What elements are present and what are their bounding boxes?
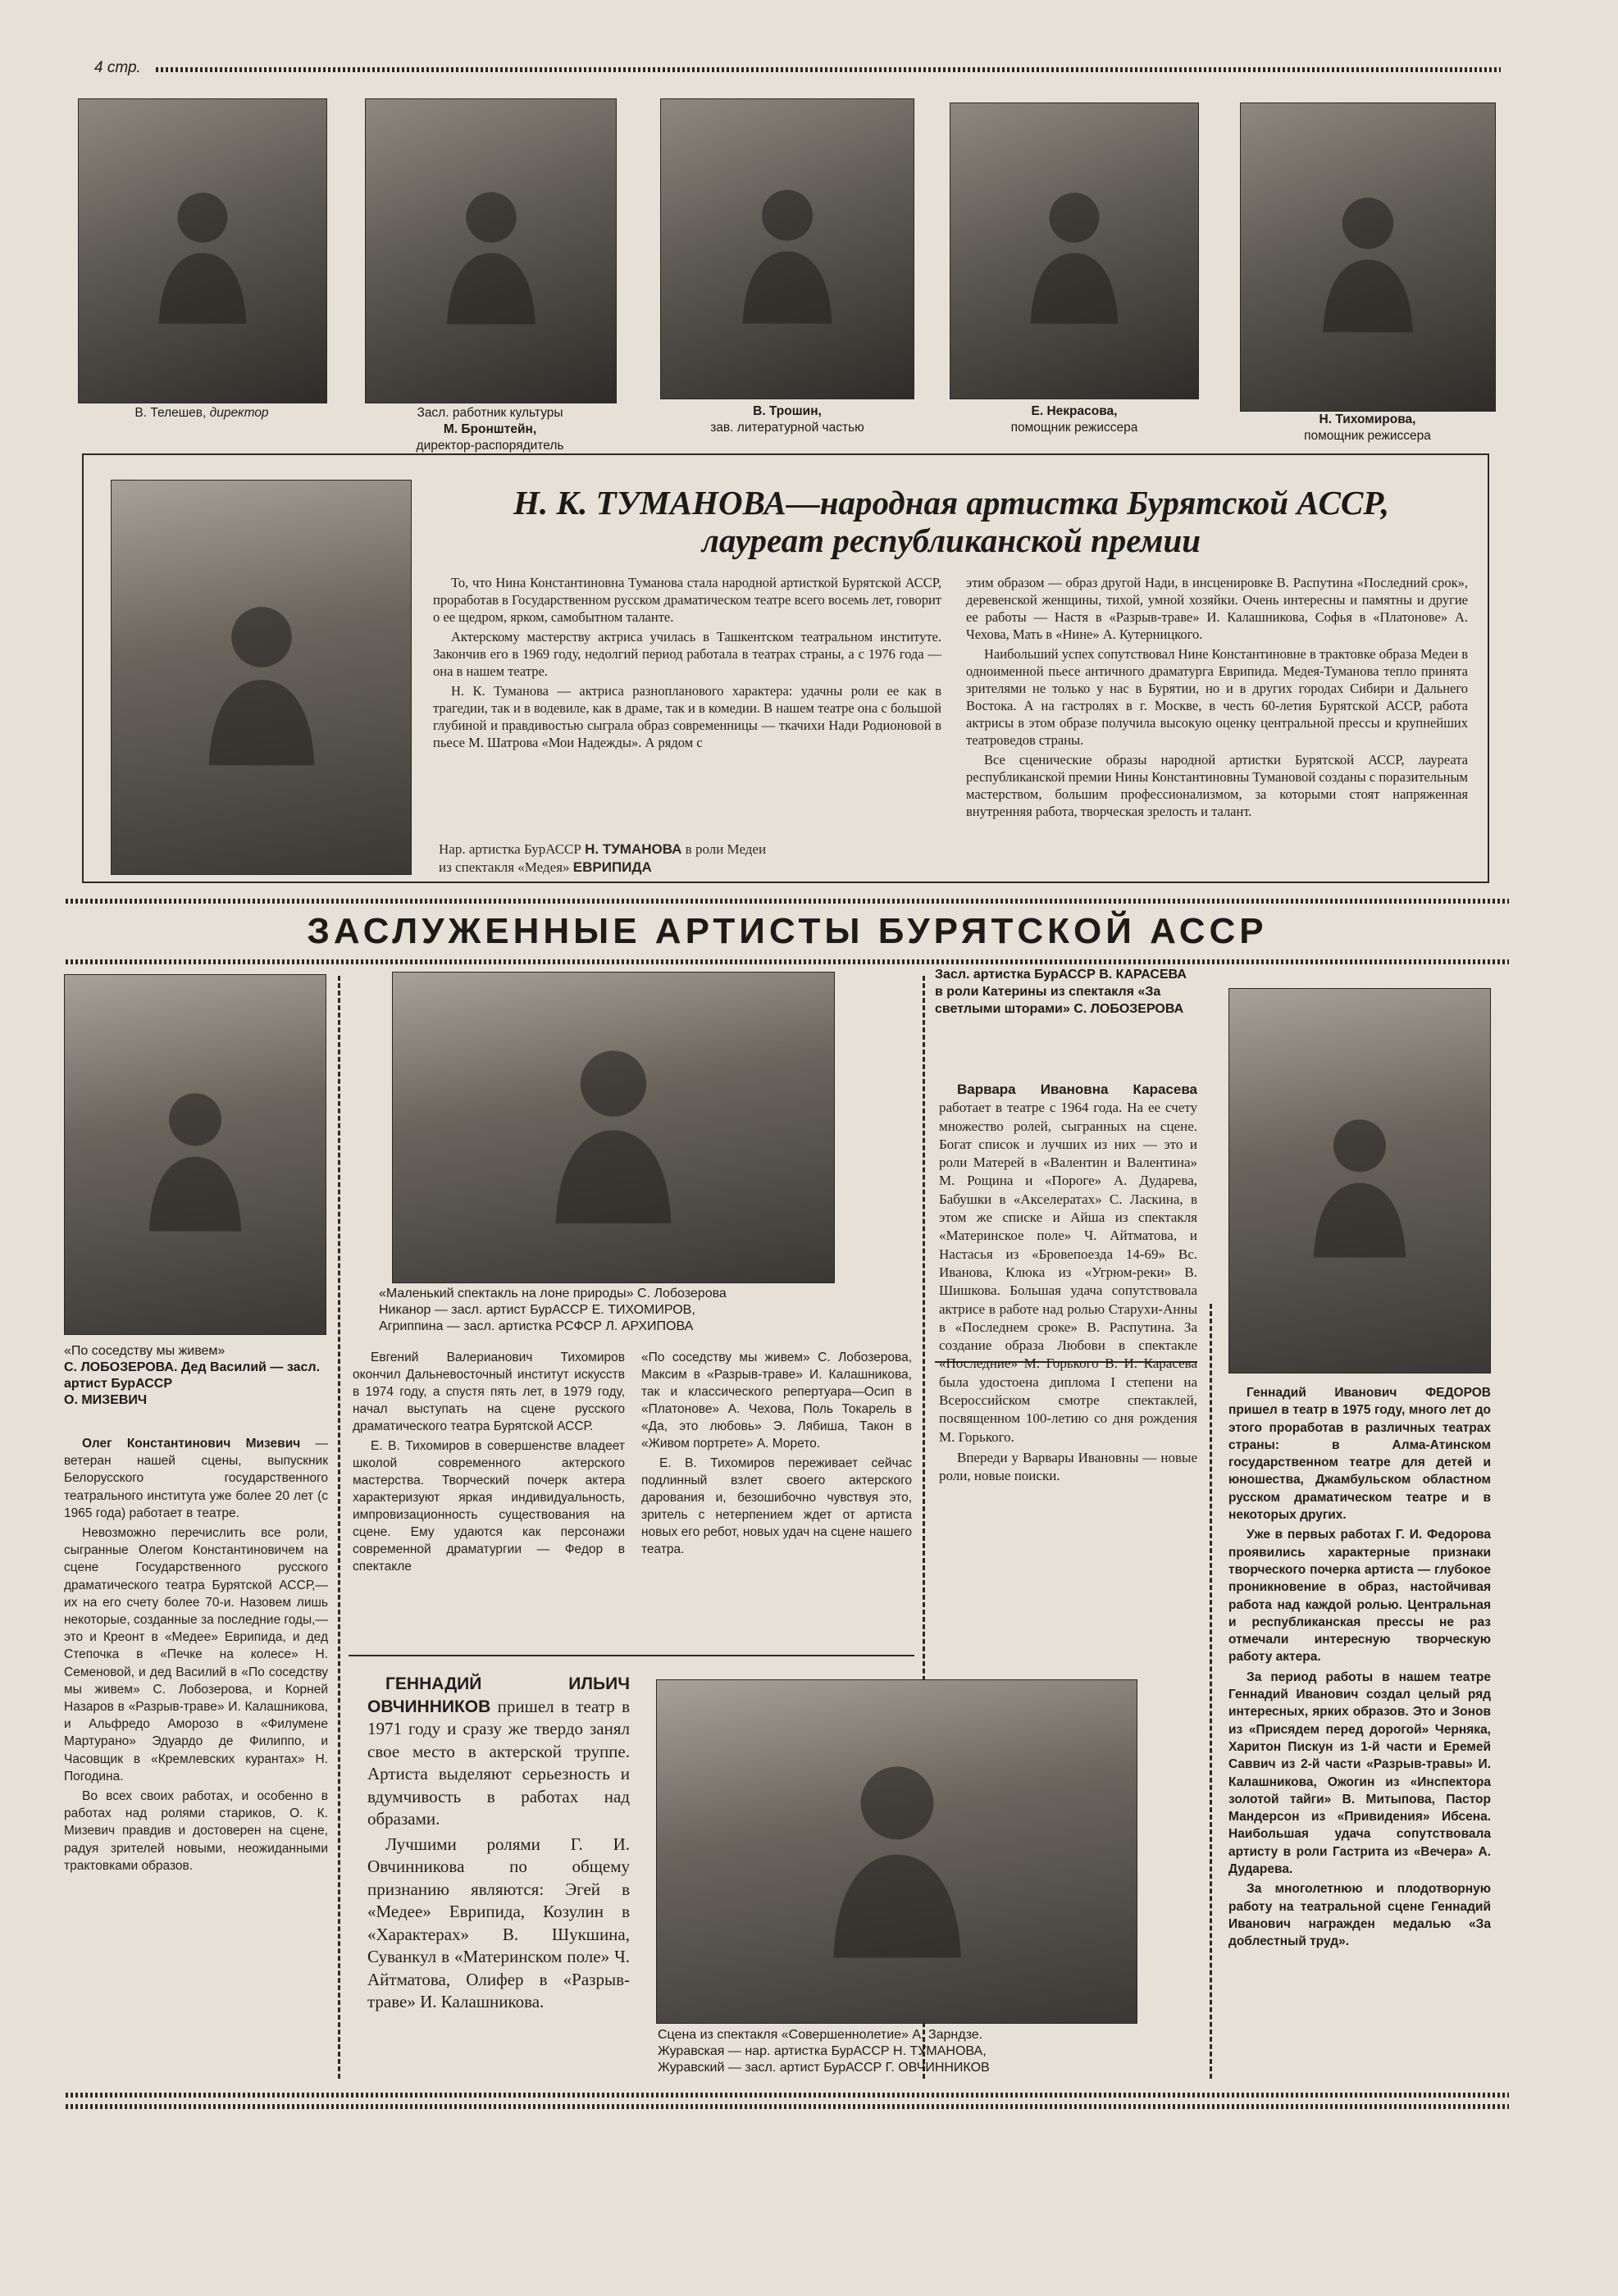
paragraph: Евгений Валерианович Тихомиров окончил Дальневосточный институт искусств в 1974 году, а спустя пять лет, в 1979 году, начал выступать на сцене русского драматического театра Бурятской АССР.: [353, 1351, 625, 1433]
ovchinnikov-text: [367, 1673, 630, 2016]
lead-name: Варвара Ивановна Карасева: [957, 1082, 1197, 1097]
paragraph: «По соседству мы живем» С. Лобозерова, Максим в «Разрыв-траве» И. Калашникова, так и классического репертуара—Осип в «Платонове» А. Чехова, Поль Токарель в «Да, это любовь» Э. Лябиша, Такон в «Живом портрете» А. Морето.: [641, 1351, 912, 1451]
staff-name: Е. Некрасова,: [1031, 404, 1118, 418]
person-silhouette-icon: [1305, 1062, 1415, 1300]
caption-mizevich: [64, 1343, 326, 1409]
caption-line: Журавский — засл. артист БурАССР Г. ОВЧИННИКОВ: [658, 2061, 990, 2075]
caption-line: «Маленький спектакль на лоне природы» С. Лобозерова: [379, 1287, 727, 1301]
paragraph: [1228, 1384, 1491, 1524]
portrait-tikhomirova: [1240, 102, 1496, 412]
portrait-nekrasova: [950, 102, 1199, 399]
paragraph: За период работы в нашем театре Геннадий Иванович создал целый ряд интересных, ярких образов. Это и Зонов из «Присядем перед дорогой» Черняка, Харитон Пискун из 1-й части и Еремей Саввич из 2-й части «Разрыв-травы» И. Калашникова, Ожогин из «Инспектора золотой тайги» В. Митыпова, Пастор Мандерсон из «Привидения» Ибсена. Наибольшая удача сопутствовала артисту в роли Гастрита из «Вечера» А. Дударева.: [1228, 1670, 1491, 1877]
person-silhouette-icon: [734, 156, 840, 341]
page-number: 4 стр.: [94, 59, 141, 76]
lead-name: ГЕННАДИЙ ИЛЬИЧ ОВЧИННИКОВ: [367, 1674, 630, 1716]
caption-line: Никанор — засл. артист БурАССР Е. ТИХОМИРОВ,: [379, 1303, 695, 1317]
photo-medea: [111, 480, 412, 875]
feature-headline: [426, 484, 1476, 559]
lead-name: Геннадий Иванович ФЕДОРОВ: [1247, 1386, 1491, 1400]
headline-line-1: Н. К. ТУМАНОВА—народная артистка Бурятской АССР,: [513, 484, 1389, 522]
row-divider: [349, 1655, 914, 1656]
paragraph: Впереди у Варвары Ивановны — новые роли, новые поиски.: [939, 1449, 1197, 1484]
feature-col-1: [433, 574, 941, 754]
caption-line: С. ЛОБОЗЕРОВА. Дед Василий — засл. артист БурАССР: [64, 1360, 321, 1391]
paragraph: Лучшими ролями Г. И. Овчинникова по общему признанию являются: Эгей в «Медее» Еврипида, Козулин в «Характерах» В. Шукшина, Суванкул в «Материнском поле» Ч. Айтматова, Олифер в «Разрыв-траве» И. Калашникова.: [367, 1834, 630, 2011]
caption-name: Н. ТУМАНОВА: [585, 841, 682, 857]
paragraph: [939, 1081, 1197, 1446]
paragraph: За многолетнюю и плодотворную работу на театральной сцене Геннадий Иванович награжден медалью «За доблестный труд».: [1228, 1882, 1491, 1949]
person-silhouette-icon: [438, 157, 543, 344]
bottom-rule: [66, 2093, 1509, 2098]
caption-text: из спектакля «Медея»: [439, 859, 573, 875]
section-rule-bottom: [66, 959, 1509, 964]
paragraph-text: пришел в театр в 1971 году и сразу же твердо занял свое место в актерской труппе. Артиста выделяют серьезность и вдумчивость в работах над образами.: [367, 1696, 631, 1829]
tikhomirov-col-2: [641, 1349, 912, 1560]
caption-teleshev: [78, 405, 326, 421]
staff-role: помощник режиссера: [1304, 429, 1431, 443]
top-rule: [156, 67, 1501, 72]
portrait-bronshtein: [365, 98, 617, 403]
paragraph: Е. В. Тихомиров в совершенстве владеет школой современного актерского мастерства. Творческий почерк актера характеризуют яркая индивидуальность, импровизационность существования на сцене. Ему удаются как персонажи современной драматургии — Федор в спектакле: [353, 1439, 625, 1574]
portrait-teleshev: [78, 98, 327, 403]
caption-line: Журавская — нар. артистка БурАССР Н. ТУМАНОВА,: [658, 2044, 987, 2058]
section-title: ЗАСЛУЖЕННЫЕ АРТИСТЫ БУРЯТСКОЙ АССР: [307, 911, 1268, 951]
staff-role: зав. литературной частью: [710, 421, 864, 435]
paragraph-text: — ветеран нашей сцены, выпускник Белорусского государственного театрального института уже более 20 лет (с 1965 года) работает в театре.: [64, 1437, 328, 1520]
staff-name: Н. Тихомирова,: [1319, 412, 1416, 426]
paragraph-text: пришел в театр в 1975 году, много лет до этого проработав в различных театрах страны: в Алма-Атинском государственном театре для детей и юношества, Джамбульском областном русском драматическом театре и в некоторых других.: [1228, 1403, 1491, 1523]
caption-tikhomirova: [1234, 412, 1501, 444]
column-divider: [338, 976, 340, 2079]
paragraph: [64, 1435, 328, 1522]
paragraph: Невозможно перечислить все роли, сыгранные Олегом Константиновичем на сцене Государственного русского драматического театра Бурятской АССР,— их на его счету более 70-и. Назовем лишь некоторые, созданные за последние годы,— это и Креонт в «Медее» Еврипида, и дед Степочка в «Печке на колесе» Н. Семеновой, и дед Василий в «По соседству мы живем» С. Лобозерова, и Корней Назаров в «Разрыв-траве» И. Калашникова, и Альфредо Аморозо в «Филумене Мартурано» Эдуардо де Филиппо, и Часовщик в «Кремлевских курантах» Н. Погодина.: [64, 1526, 328, 1784]
karaseva-text: [939, 1081, 1197, 1488]
section-rule-top: [66, 899, 1509, 904]
mizevich-text: [64, 1435, 328, 1877]
paragraph: Во всех своих работах, и особенно в работах над ролями стариков, О. К. Мизевич правдив и достоверен на сцене, радуя зрителей новыми, неожиданными трактовками образов.: [64, 1789, 328, 1873]
person-silhouette-icon: [1315, 162, 1421, 353]
fedorov-text: [1228, 1384, 1491, 1953]
caption-sovershennoletie: [658, 2027, 1150, 2076]
caption-bronshtein: [353, 405, 627, 454]
lead-name: Олег Константинович Мизевич: [82, 1437, 301, 1451]
staff-role: помощник режиссера: [1010, 421, 1138, 435]
caption-author: ЕВРИПИДА: [572, 859, 652, 875]
paragraph: этим образом — образ другой Нади, в инсценировке В. Распутина «Последний срок», деревенской женщины, тихой, умной хозяйки. Очень интересны и памятны и другие ее работы — Настя в «Разрыв-траве» И. Калашникова, Софья в «Платонове» А. Чехова, Мать в «Нине» А. Кутерницкого.: [966, 575, 1468, 642]
feature-col-2: [966, 574, 1468, 822]
staff-name: М. Бронштейн,: [443, 422, 537, 436]
caption-line: Агриппина — засл. артистка РСФСР Л. АРХИПОВА: [379, 1319, 694, 1333]
person-silhouette-icon: [521, 1032, 706, 1223]
column-divider: [1210, 1304, 1212, 2079]
paragraph: [367, 1673, 630, 1831]
staff-role: директор: [209, 406, 269, 420]
person-silhouette-icon: [151, 157, 255, 344]
caption-line: О. МИЗЕВИЧ: [64, 1393, 148, 1407]
caption-text: в роли Медеи: [681, 841, 767, 857]
caption-troshin: [656, 403, 918, 436]
paragraph-text: работает в театре с 1964 года. На ее счету множество ролей, сыгранных на сцене. Богат список и лучших из них — это и роли Матерей в «Валентин и Валентина» М. Рощина и «Пороге» А. Дударева, Бабушки в «Акселератах» С. Ласкина, в этом же списке и Айша из спектакля «Материнское поле» Ч. Айтматова, и Настасья из «Бровепоезда 14-69» Вс. Иванова, Клюка из «Угрюм-реки» В. Шишкова. Большая удача сопутствовала актрисе в работе над ролью Старухи-Анны в «Последнем сроке» В. Распутина. За создание образа Любови в спектакле «Последние» М. Горького В. И. Карасева была удостоена диплома I степени на Всероссийском смотре спектаклей, посвященном 100-летию со дня рождения М. Горького.: [939, 1100, 1197, 1445]
caption-text: Нар. артистка БурАССР: [439, 841, 586, 857]
person-silhouette-icon: [796, 1745, 998, 1957]
photo-karaseva: [1228, 988, 1491, 1374]
paragraph: То, что Нина Константиновна Туманова стала народной артисткой Бурятской АССР, проработав в Государственном русском драматическом театре всего восемь лет, говорит о ее щедром, ярком, самобытном таланте.: [433, 575, 941, 625]
tikhomirov-col-1: [353, 1349, 625, 1578]
photo-tikhomirov: [392, 972, 835, 1283]
paragraph: Все сценические образы народной артистки Бурятской АССР, лауреата республиканской премии Нины Константиновны Тумановой созданы с поразительным мастерством, большим профессионализмом, за которыми стоят напряженная внутренняя работа, творческая зрелость и талант.: [966, 752, 1468, 819]
paragraph: Наибольший успех сопутствовал Нине Константиновне в трактовке образа Медеи в одноименной пьесе античного драматурга Еврипида. Медея-Туманова тепло принята зрителями не только у нас в Бурятии, но и в других городах Сибири и Дальнего Востока. А на гастролях в г. Москве, в честь 60-летия Бурятской АССР, работа актрисы в этом образе получила высокую оценку центральной прессы и крупнейших театроведов страны.: [966, 646, 1468, 748]
photo-mizevich: [64, 974, 326, 1335]
paragraph: Е. В. Тихомиров переживает сейчас подлинный взлет своего актерского дарования и, безошибочно чувствуя это, зритель с нетерпением ждет от артиста новых его ребот, новых удач на сцене нашего театра.: [641, 1456, 912, 1556]
bottom-rule: [66, 2104, 1509, 2109]
paragraph: Актерскому мастерству актриса училась в Ташкентском театральном институте. Закончив его в 1969 году, недолгий период работала в театрах страны, а с 1976 года — она в нашем театре.: [433, 629, 941, 679]
headline-line-2: лауреат республиканской премии: [701, 522, 1201, 559]
medea-caption: [439, 840, 947, 877]
photo-sovershennoletie: [656, 1679, 1137, 2024]
caption-line: Сцена из спектакля «Совершеннолетие» А. Зарндзе.: [658, 2028, 983, 2042]
portrait-troshin: [660, 98, 914, 399]
person-silhouette-icon: [1023, 159, 1127, 342]
caption-tikhomirov: [379, 1286, 887, 1335]
caption-nekrasova: [943, 403, 1206, 436]
staff-role: директор-распорядитель: [416, 439, 564, 453]
caption-karaseva: Засл. артистка БурАССР В. КАРАСЕВА в роли Катерины из спектакля «За светлыми шторами» С. ЛОБОЗЕРОВА: [935, 968, 1187, 1016]
caption-line: «По соседству мы живем»: [64, 1344, 226, 1358]
person-silhouette-icon: [140, 1043, 250, 1266]
person-silhouette-icon: [198, 555, 324, 800]
paragraph: Уже в первых работах Г. И. Федорова проявились характерные признаки творческого почерка артиста — глубокое проникновение в образ, настойчивая работа над каждой ролью. Центральная и республиканская прессы не раз отмечали интересную творческую работу актера.: [1228, 1528, 1491, 1665]
staff-name: В. Трошин,: [753, 404, 822, 418]
paragraph: Н. К. Туманова — актриса разнопланового характера: удачны роли ее как в трагедии, так и в водевиле, как в драме, так и в комедии. В нашем театре она с большой глубиной и правдивостью сыграла образ современницы — ткачихи Нади Родионовой в пьесе М. Шатрова «Мои Надежды». А рядом с: [433, 683, 941, 750]
staff-title: Засл. работник культуры: [417, 406, 563, 420]
staff-name: В. Телешев,: [134, 406, 207, 420]
